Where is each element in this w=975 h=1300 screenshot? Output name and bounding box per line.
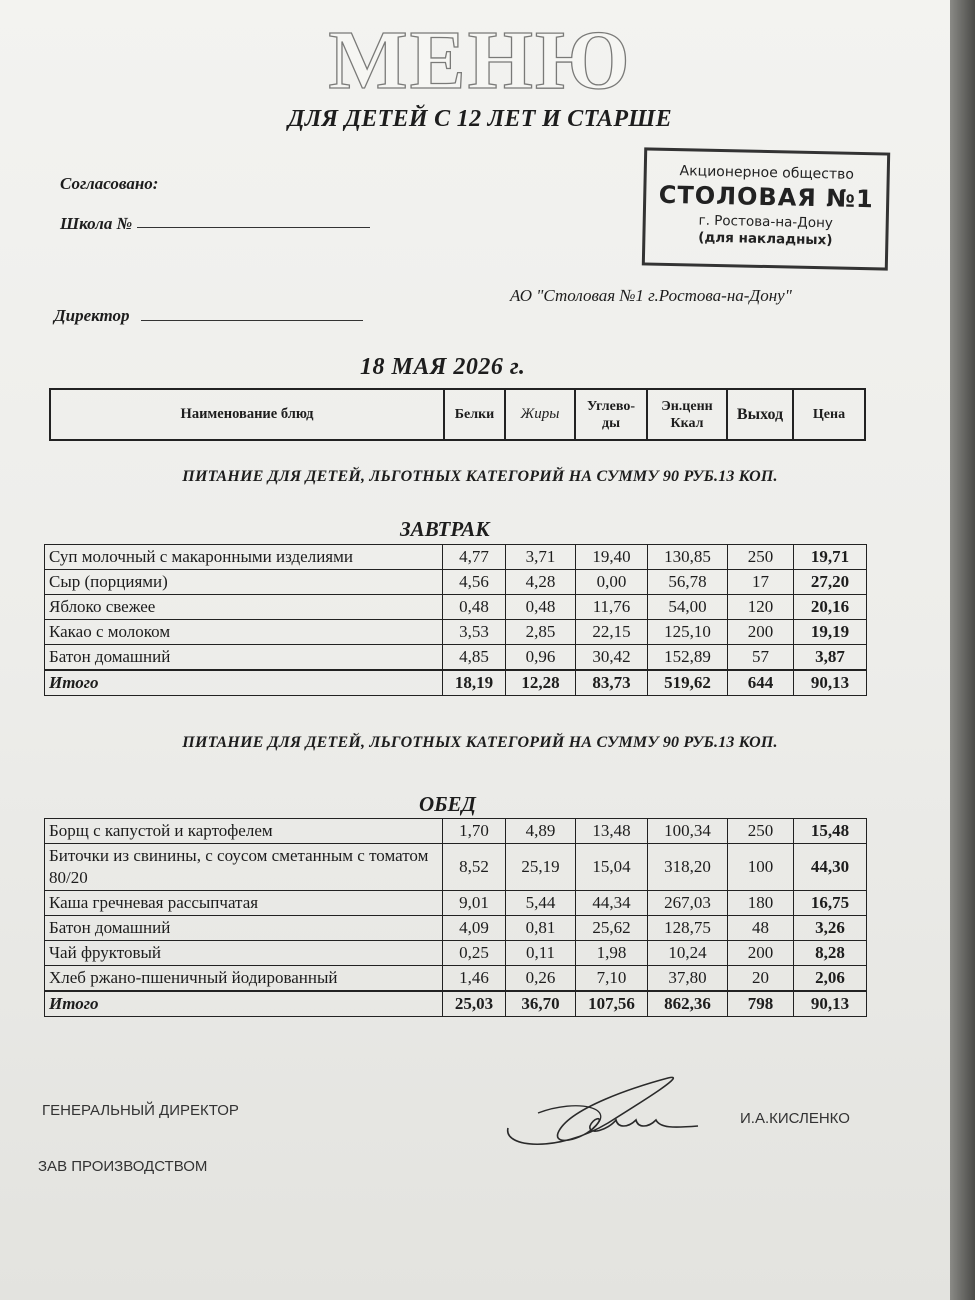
cell-carbs: 15,04 [576, 844, 648, 891]
cell-kcal: 318,20 [648, 844, 728, 891]
cell-price: 16,75 [794, 891, 867, 916]
table-row [45, 941, 867, 966]
table-row [45, 620, 867, 645]
school-label: Школа № [60, 214, 133, 233]
menu-date: 18 МАЯ 2026 г. [360, 354, 526, 380]
cell-price: 44,30 [794, 844, 867, 891]
cell-yield: 57 [728, 645, 794, 671]
organization-name: АО "Столовая №1 г.Ростова-на-Дону" [510, 286, 792, 305]
total-carbs: 83,73 [576, 670, 648, 696]
header-yield: Выход [727, 389, 793, 440]
cell-price: 3,26 [794, 916, 867, 941]
cell-proteins: 4,09 [443, 916, 506, 941]
organization-stamp [642, 147, 890, 270]
total-proteins: 25,03 [443, 991, 506, 1017]
cell-carbs: 1,98 [576, 941, 648, 966]
cell-name: Какао с молоком [45, 620, 443, 645]
breakfast-title: ЗАВТРАК [400, 517, 490, 541]
menu-title-text: МЕНЮ [328, 22, 632, 102]
cell-proteins: 4,85 [443, 645, 506, 671]
cell-proteins: 4,56 [443, 570, 506, 595]
total-fats: 12,28 [506, 670, 576, 696]
cell-carbs: 25,62 [576, 916, 648, 941]
header-carbs-line1: Углево- [587, 398, 635, 414]
table-row [45, 891, 867, 916]
signature [498, 1068, 718, 1158]
lunch-table [44, 818, 867, 1017]
total-price: 90,13 [794, 991, 867, 1017]
cell-fats: 0,26 [506, 966, 576, 992]
cell-name: Хлеб ржано-пшеничный йодированный [45, 966, 443, 992]
cell-yield: 200 [728, 620, 794, 645]
cell-kcal: 56,78 [648, 570, 728, 595]
cell-kcal: 100,34 [648, 819, 728, 844]
cell-kcal: 130,85 [648, 545, 728, 570]
cell-price: 15,48 [794, 819, 867, 844]
cell-kcal: 128,75 [648, 916, 728, 941]
cell-yield: 100 [728, 844, 794, 891]
approved-label: Согласовано: [60, 174, 159, 193]
total-kcal: 862,36 [648, 991, 728, 1017]
cell-name: Суп молочный с макаронными изделиями [45, 545, 443, 570]
stamp-line4: (для накладных) [698, 229, 833, 249]
cell-carbs: 13,48 [576, 819, 648, 844]
background-edge [950, 0, 975, 1300]
cell-proteins: 9,01 [443, 891, 506, 916]
total-yield: 644 [728, 670, 794, 696]
cell-proteins: 8,52 [443, 844, 506, 891]
table-row [45, 545, 867, 570]
cell-name: Яблоко свежее [45, 595, 443, 620]
general-director-label: ГЕНЕРАЛЬНЫЙ ДИРЕКТОР [42, 1102, 239, 1119]
cell-proteins: 1,46 [443, 966, 506, 992]
cell-fats: 4,89 [506, 819, 576, 844]
total-kcal: 519,62 [648, 670, 728, 696]
cell-proteins: 4,77 [443, 545, 506, 570]
cell-kcal: 54,00 [648, 595, 728, 620]
header-energy [647, 389, 727, 440]
cell-carbs: 30,42 [576, 645, 648, 671]
cell-price: 2,06 [794, 966, 867, 992]
stamp-line2: СТОЛОВАЯ №1 [658, 180, 875, 214]
cell-price: 19,71 [794, 545, 867, 570]
cell-fats: 0,11 [506, 941, 576, 966]
table-row [45, 645, 867, 671]
cell-carbs: 19,40 [576, 545, 648, 570]
cell-name: Чай фруктовый [45, 941, 443, 966]
cell-name: Каша гречневая рассыпчатая [45, 891, 443, 916]
cell-yield: 120 [728, 595, 794, 620]
table-row [45, 570, 867, 595]
breakfast-heading: ПИТАНИЕ ДЛЯ ДЕТЕЙ, ЛЬГОТНЫХ КАТЕГОРИЙ НА СУММУ 90 РУБ.13 КОП. [182, 468, 778, 485]
table-row [45, 819, 867, 844]
cell-kcal: 37,80 [648, 966, 728, 992]
cell-kcal: 10,24 [648, 941, 728, 966]
total-row [45, 991, 867, 1017]
header-proteins: Белки [444, 389, 505, 440]
table-row [45, 966, 867, 992]
lunch-heading: ПИТАНИЕ ДЛЯ ДЕТЕЙ, ЛЬГОТНЫХ КАТЕГОРИЙ НА СУММУ 90 РУБ.13 КОП. [182, 734, 778, 751]
stamp-line3: г. Ростова-на-Дону [698, 212, 834, 232]
breakfast-table [44, 544, 867, 696]
director-name: И.А.КИСЛЕНКО [740, 1110, 850, 1127]
cell-fats: 4,28 [506, 570, 576, 595]
header-carbs-line2: ды [601, 415, 620, 431]
header-energy-line2: Ккал [670, 415, 704, 431]
cell-yield: 200 [728, 941, 794, 966]
table-row [45, 595, 867, 620]
cell-yield: 17 [728, 570, 794, 595]
total-name: Итого [45, 991, 443, 1017]
column-header-table [49, 388, 866, 441]
cell-yield: 180 [728, 891, 794, 916]
cell-price: 27,20 [794, 570, 867, 595]
cell-yield: 20 [728, 966, 794, 992]
stamp-line1: Акционерное общество [679, 163, 855, 183]
cell-yield: 48 [728, 916, 794, 941]
cell-name: Сыр (порциями) [45, 570, 443, 595]
cell-fats: 3,71 [506, 545, 576, 570]
cell-carbs: 44,34 [576, 891, 648, 916]
cell-carbs: 7,10 [576, 966, 648, 992]
cell-price: 3,87 [794, 645, 867, 671]
cell-fats: 5,44 [506, 891, 576, 916]
cell-yield: 250 [728, 545, 794, 570]
total-fats: 36,70 [506, 991, 576, 1017]
header-carbs [575, 389, 647, 440]
cell-carbs: 11,76 [576, 595, 648, 620]
cell-carbs: 0,00 [576, 570, 648, 595]
cell-kcal: 125,10 [648, 620, 728, 645]
cell-fats: 25,19 [506, 844, 576, 891]
header-dish-name: Наименование блюд [50, 389, 444, 440]
header-energy-line1: Эн.ценн [661, 398, 713, 414]
header-price: Цена [793, 389, 865, 440]
cell-fats: 0,48 [506, 595, 576, 620]
cell-proteins: 0,25 [443, 941, 506, 966]
cell-name: Биточки из свинины, с соусом сметанным с томатом 80/20 [45, 844, 443, 891]
cell-fats: 0,96 [506, 645, 576, 671]
table-row [45, 916, 867, 941]
cell-price: 19,19 [794, 620, 867, 645]
cell-proteins: 1,70 [443, 819, 506, 844]
cell-name: Батон домашний [45, 645, 443, 671]
cell-price: 20,16 [794, 595, 867, 620]
header-fats: Жиры [505, 389, 575, 440]
cell-kcal: 267,03 [648, 891, 728, 916]
table-row [45, 844, 867, 891]
school-underline [137, 227, 370, 228]
total-row [45, 670, 867, 696]
production-head-label: ЗАВ ПРОИЗВОДСТВОМ [38, 1158, 208, 1175]
total-price: 90,13 [794, 670, 867, 696]
lunch-title: ОБЕД [419, 792, 476, 816]
total-yield: 798 [728, 991, 794, 1017]
cell-carbs: 22,15 [576, 620, 648, 645]
cell-fats: 2,85 [506, 620, 576, 645]
cell-yield: 250 [728, 819, 794, 844]
cell-name: Борщ с капустой и картофелем [45, 819, 443, 844]
director-underline [141, 320, 363, 321]
total-carbs: 107,56 [576, 991, 648, 1017]
total-proteins: 18,19 [443, 670, 506, 696]
cell-proteins: 0,48 [443, 595, 506, 620]
menu-title [300, 22, 660, 102]
cell-kcal: 152,89 [648, 645, 728, 671]
cell-name: Батон домашний [45, 916, 443, 941]
cell-price: 8,28 [794, 941, 867, 966]
cell-fats: 0,81 [506, 916, 576, 941]
total-name: Итого [45, 670, 443, 696]
director-label: Директор [54, 306, 130, 325]
cell-proteins: 3,53 [443, 620, 506, 645]
menu-subtitle: ДЛЯ ДЕТЕЙ С 12 ЛЕТ И СТАРШЕ [288, 106, 672, 132]
